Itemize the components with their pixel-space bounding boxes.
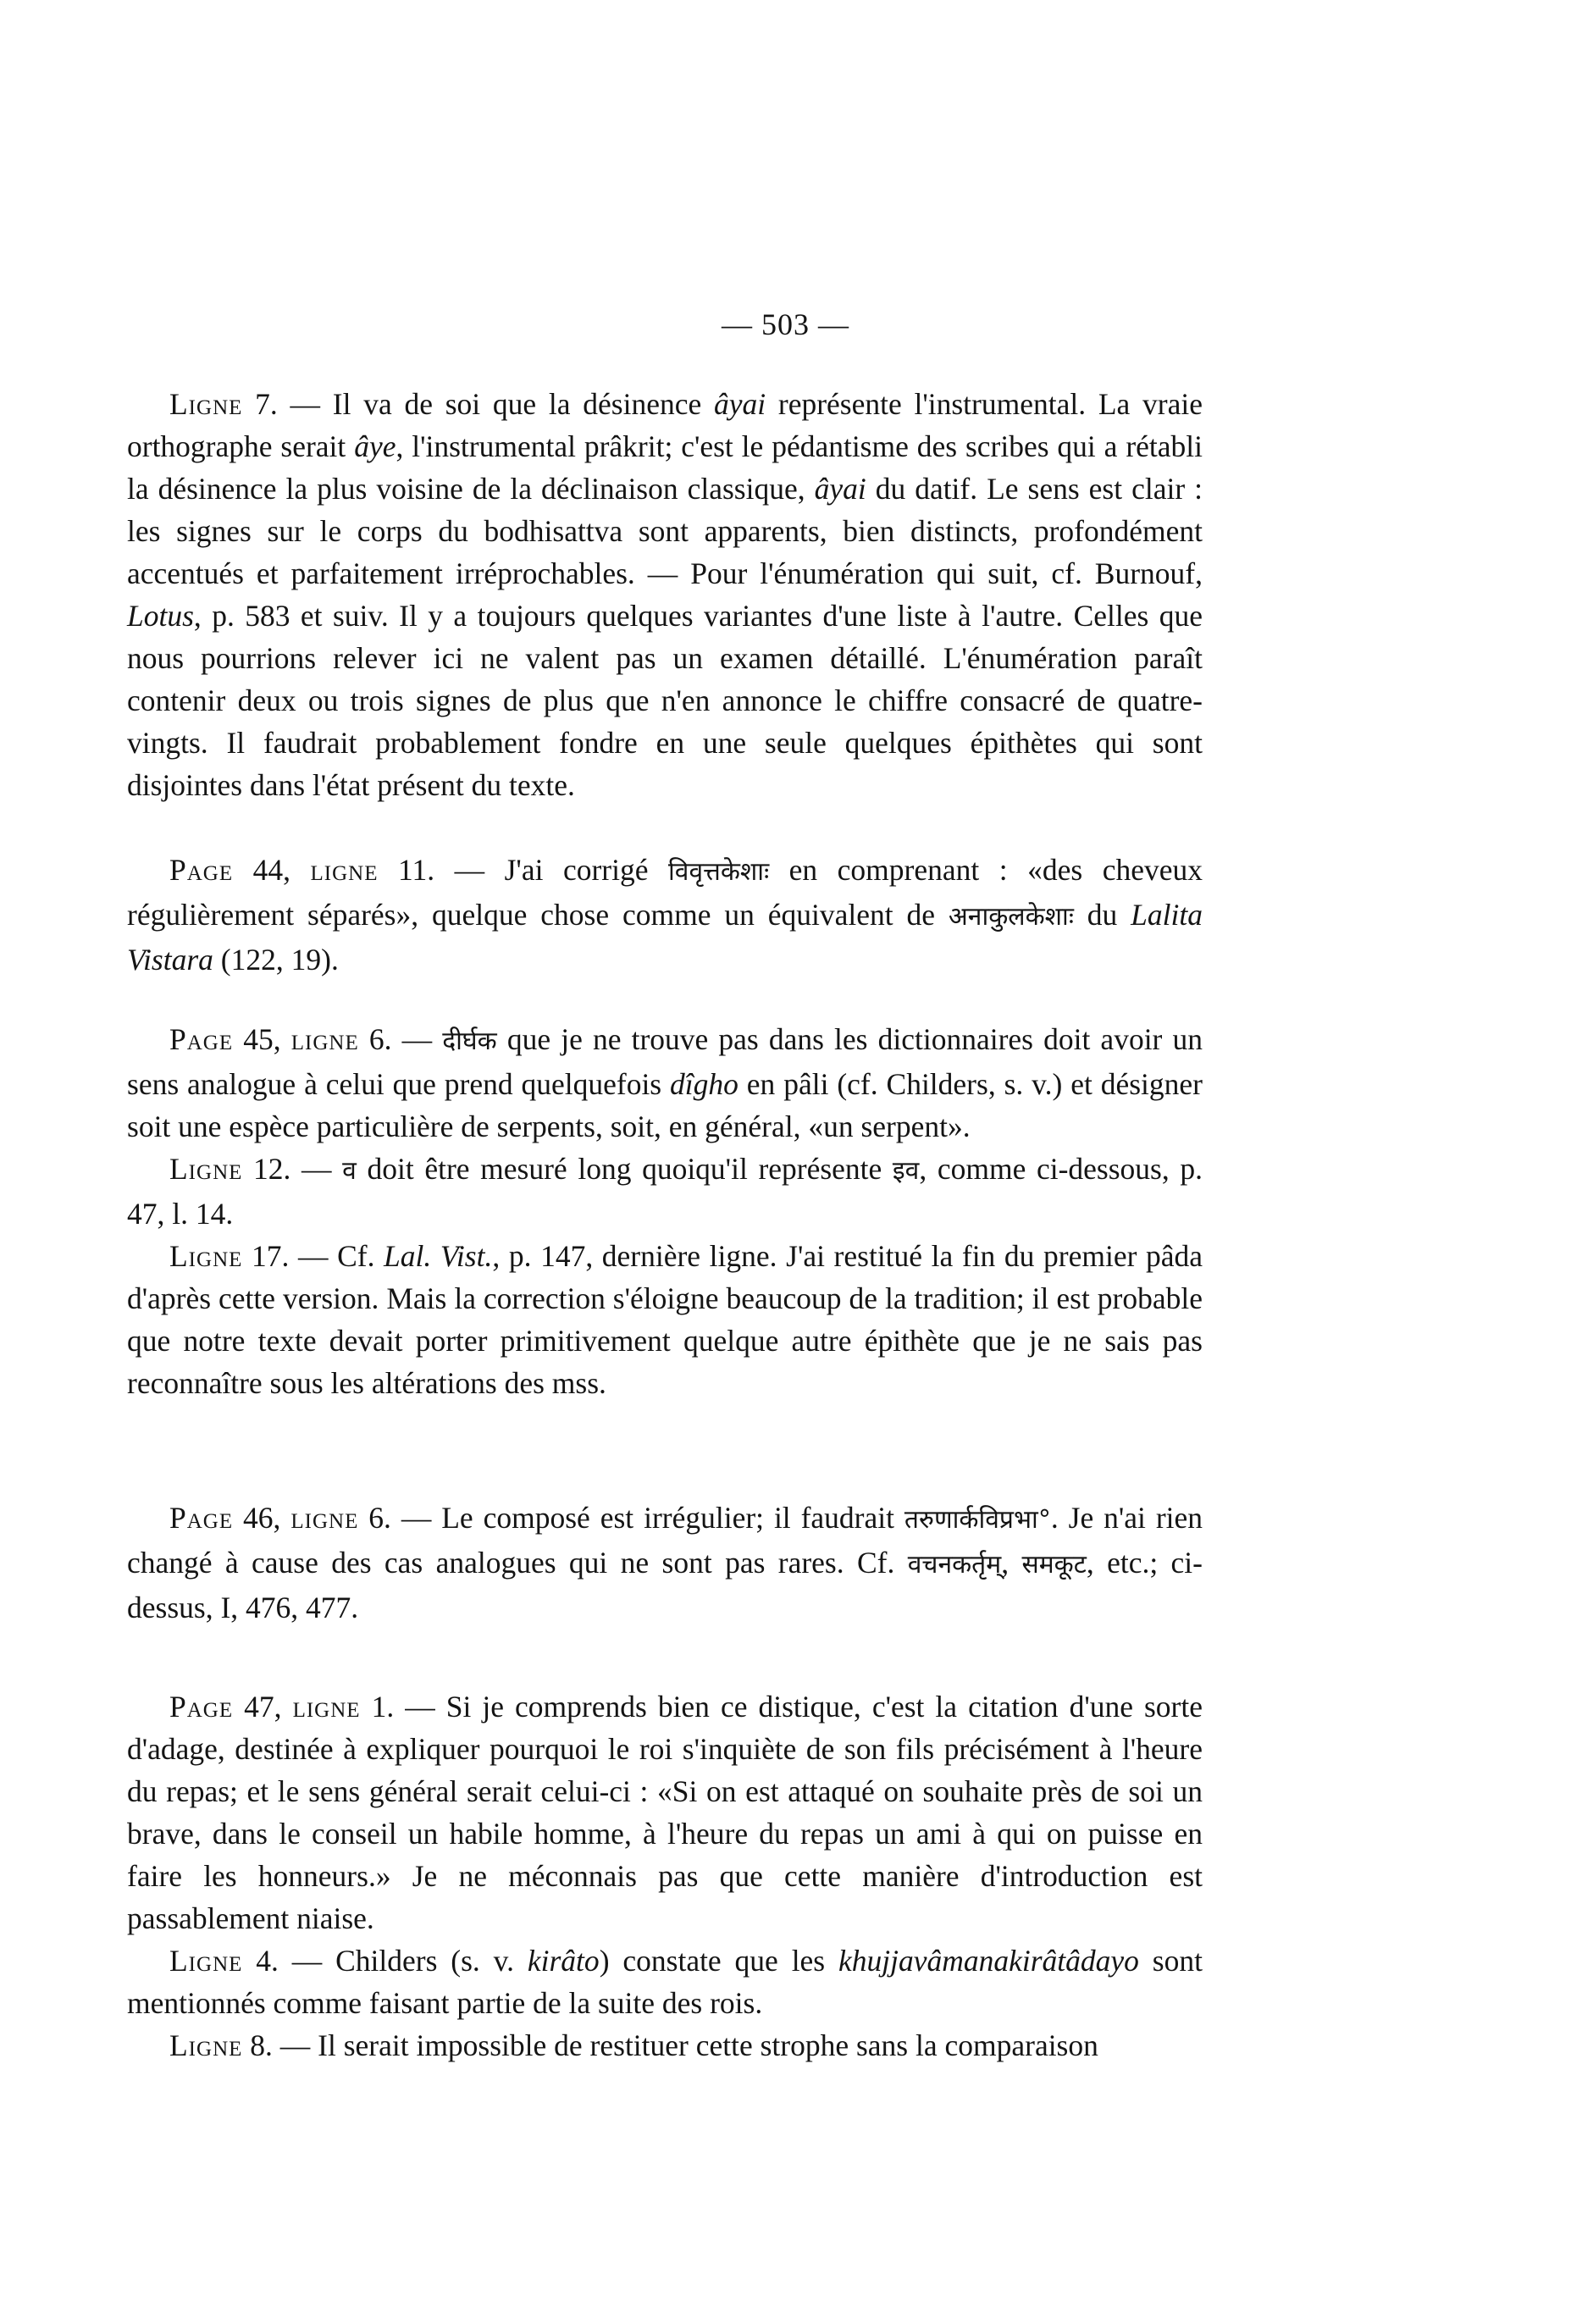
small-caps-label: Page	[169, 1022, 234, 1056]
small-caps-label: Ligne	[169, 2028, 243, 2062]
page-number: — 503 —	[722, 307, 849, 341]
text-run: 7. — Il va de soi que la désinence	[242, 387, 715, 421]
note-block-page-47	[127, 1685, 1203, 2067]
italic-term: dîgho	[670, 1067, 738, 1101]
text-run: 12. —	[242, 1152, 343, 1186]
note-paragraph	[127, 383, 1203, 806]
text-run: 45,	[233, 1022, 291, 1056]
text-run: 1. — Si je comprends bien ce distique, c'est la citation d'une sorte d'adage, destinée à expliquer pourquoi le roi s'inquiète de son fils précisément à l'heure du repas; et le sens général serait celui-ci : «Si on est attaqué on souhaite près de soi un brave, dans le conseil un habile homme, à l'heure du repas un ami à qui on puisse en faire les honneurs.» Je ne méconnais pas que cette manière d'introduction est passablement niaise.	[127, 1690, 1203, 1935]
small-caps-label: Page	[169, 1690, 234, 1724]
note-paragraph	[127, 1939, 1203, 2024]
note-paragraph	[127, 1235, 1203, 1404]
small-caps-label: Page	[169, 1501, 234, 1535]
note-paragraph	[127, 849, 1203, 981]
text-run: en pâli (cf. Childers, s. v.) et désigner soit une espèce particulière de serpents, soit, en général, «un serpent».	[127, 1067, 1203, 1143]
text-run: doit être mesuré long quoiqu'il représente	[356, 1152, 893, 1186]
text-run: , p. 147, dernière ligne. J'ai restitué la fin du premier pâda d'après cette version. Mais la correction s'éloigne beaucoup de la tradition; il est probable que notre texte devait porter primitivement quelque autre épithète que je ne sais pas reconnaître sous les altérations des mss.	[127, 1239, 1203, 1400]
small-caps-label: Page	[169, 853, 234, 887]
text-run: , p. 583 et suiv. Il y a toujours quelques variantes d'une liste à l'autre. Celles que nous pourrions relever ici ne valent pas un examen détaillé. L'énumération paraît contenir deux ou trois signes de plus que n'en annonce le chiffre consacré de quatre-vingts. Il faudrait probablement fondre en une seule quelques épithètes qui sont disjointes dans l'état présent du texte.	[127, 599, 1203, 802]
note-paragraph	[127, 2024, 1203, 2067]
note-block-page-45	[127, 1018, 1203, 1404]
italic-term: khujjavâmanakirâtâdayo	[838, 1944, 1139, 1978]
devanagari-term: विवृत्तकेशाः	[668, 857, 770, 887]
small-caps-label: ligne	[292, 1690, 361, 1724]
devanagari-term: समकूट	[1021, 1550, 1087, 1580]
italic-term: Lotus	[127, 599, 194, 633]
small-caps-label: ligne	[290, 1022, 359, 1056]
text-run: , l'instrumental prâkrit; c'est le pédantisme des scribes qui a rétabli la désinence la plus voisine de la déclinaison classique,	[127, 429, 1203, 506]
devanagari-term: व	[342, 1156, 357, 1186]
text-run: , etc.; ci-dessus, I, 476, 477.	[127, 1546, 1203, 1624]
text-run: 46,	[233, 1501, 291, 1535]
devanagari-term: अनाकुलकेशाः	[948, 902, 1074, 932]
italic-term: kirâto	[527, 1944, 600, 1978]
text-run: ,	[1001, 1546, 1022, 1580]
note-block-ligne-7	[127, 383, 1203, 806]
devanagari-term: वचनकर्तृम्	[907, 1550, 1002, 1580]
small-caps-label: Ligne	[169, 387, 243, 421]
text-run: 44,	[233, 853, 311, 887]
italic-term: âyai	[814, 472, 866, 506]
text-run: . Je n'ai rien changé à cause des cas analogues qui ne sont pas rares. Cf.	[127, 1501, 1203, 1580]
note-paragraph	[127, 1497, 1203, 1629]
note-paragraph	[127, 1018, 1203, 1148]
note-block-page-46	[127, 1497, 1203, 1629]
text-run: du	[1073, 898, 1131, 932]
italic-term: âye	[354, 429, 396, 463]
devanagari-term: इव	[892, 1156, 920, 1186]
small-caps-label: Ligne	[169, 1152, 243, 1186]
text-run: sont mentionnés comme faisant partie de la suite des rois.	[127, 1944, 1203, 2020]
text-run: en comprenant : «des cheveux régulièrement séparés», quelque chose comme un équivalent de	[127, 853, 1203, 932]
text-run: représente l'instrumental. La vraie orthographe serait	[127, 387, 1203, 463]
italic-term: Lal. Vist.	[384, 1239, 493, 1273]
note-paragraph	[127, 1685, 1203, 1939]
small-caps-label: Ligne	[169, 1239, 243, 1273]
italic-term: Lalita Vistara	[127, 898, 1203, 977]
text-run: 4. — Childers (s. v.	[242, 1944, 528, 1978]
note-paragraph	[127, 1148, 1203, 1235]
italic-term: âyai	[714, 387, 766, 421]
text-run: que je ne trouve pas dans les dictionnaires doit avoir un sens analogue à celui que prend quelquefois	[127, 1022, 1203, 1101]
devanagari-term: तरुणार्कविप्रभा°	[904, 1505, 1051, 1535]
text-run: , comme ci-dessous, p. 47, l. 14.	[127, 1152, 1203, 1231]
text-run: 6. —	[358, 1022, 443, 1056]
text-run: 11. — J'ai corrigé	[378, 853, 668, 887]
small-caps-label: Ligne	[169, 1944, 243, 1978]
text-run: 17. — Cf.	[242, 1239, 384, 1273]
note-block-page-44	[127, 849, 1203, 981]
text-run: du datif. Le sens est clair : les signes sur le corps du bodhisattva sont apparents, bien distincts, profondément accentués et parfaitement irréprochables. — Pour l'énumération qui suit, cf. Burnouf,	[127, 472, 1203, 590]
small-caps-label: ligne	[310, 853, 379, 887]
text-run: ) constate que les	[599, 1944, 838, 1978]
text-run: 6. — Le composé est irrégulier; il faudrait	[358, 1501, 904, 1535]
text-run: 8. — Il serait impossible de restituer cette strophe sans la comparaison	[242, 2028, 1098, 2062]
small-caps-label: ligne	[290, 1501, 359, 1535]
text-run: (122, 19).	[213, 943, 339, 977]
devanagari-term: दीर्घक	[442, 1026, 497, 1056]
text-run: 47,	[233, 1690, 293, 1724]
